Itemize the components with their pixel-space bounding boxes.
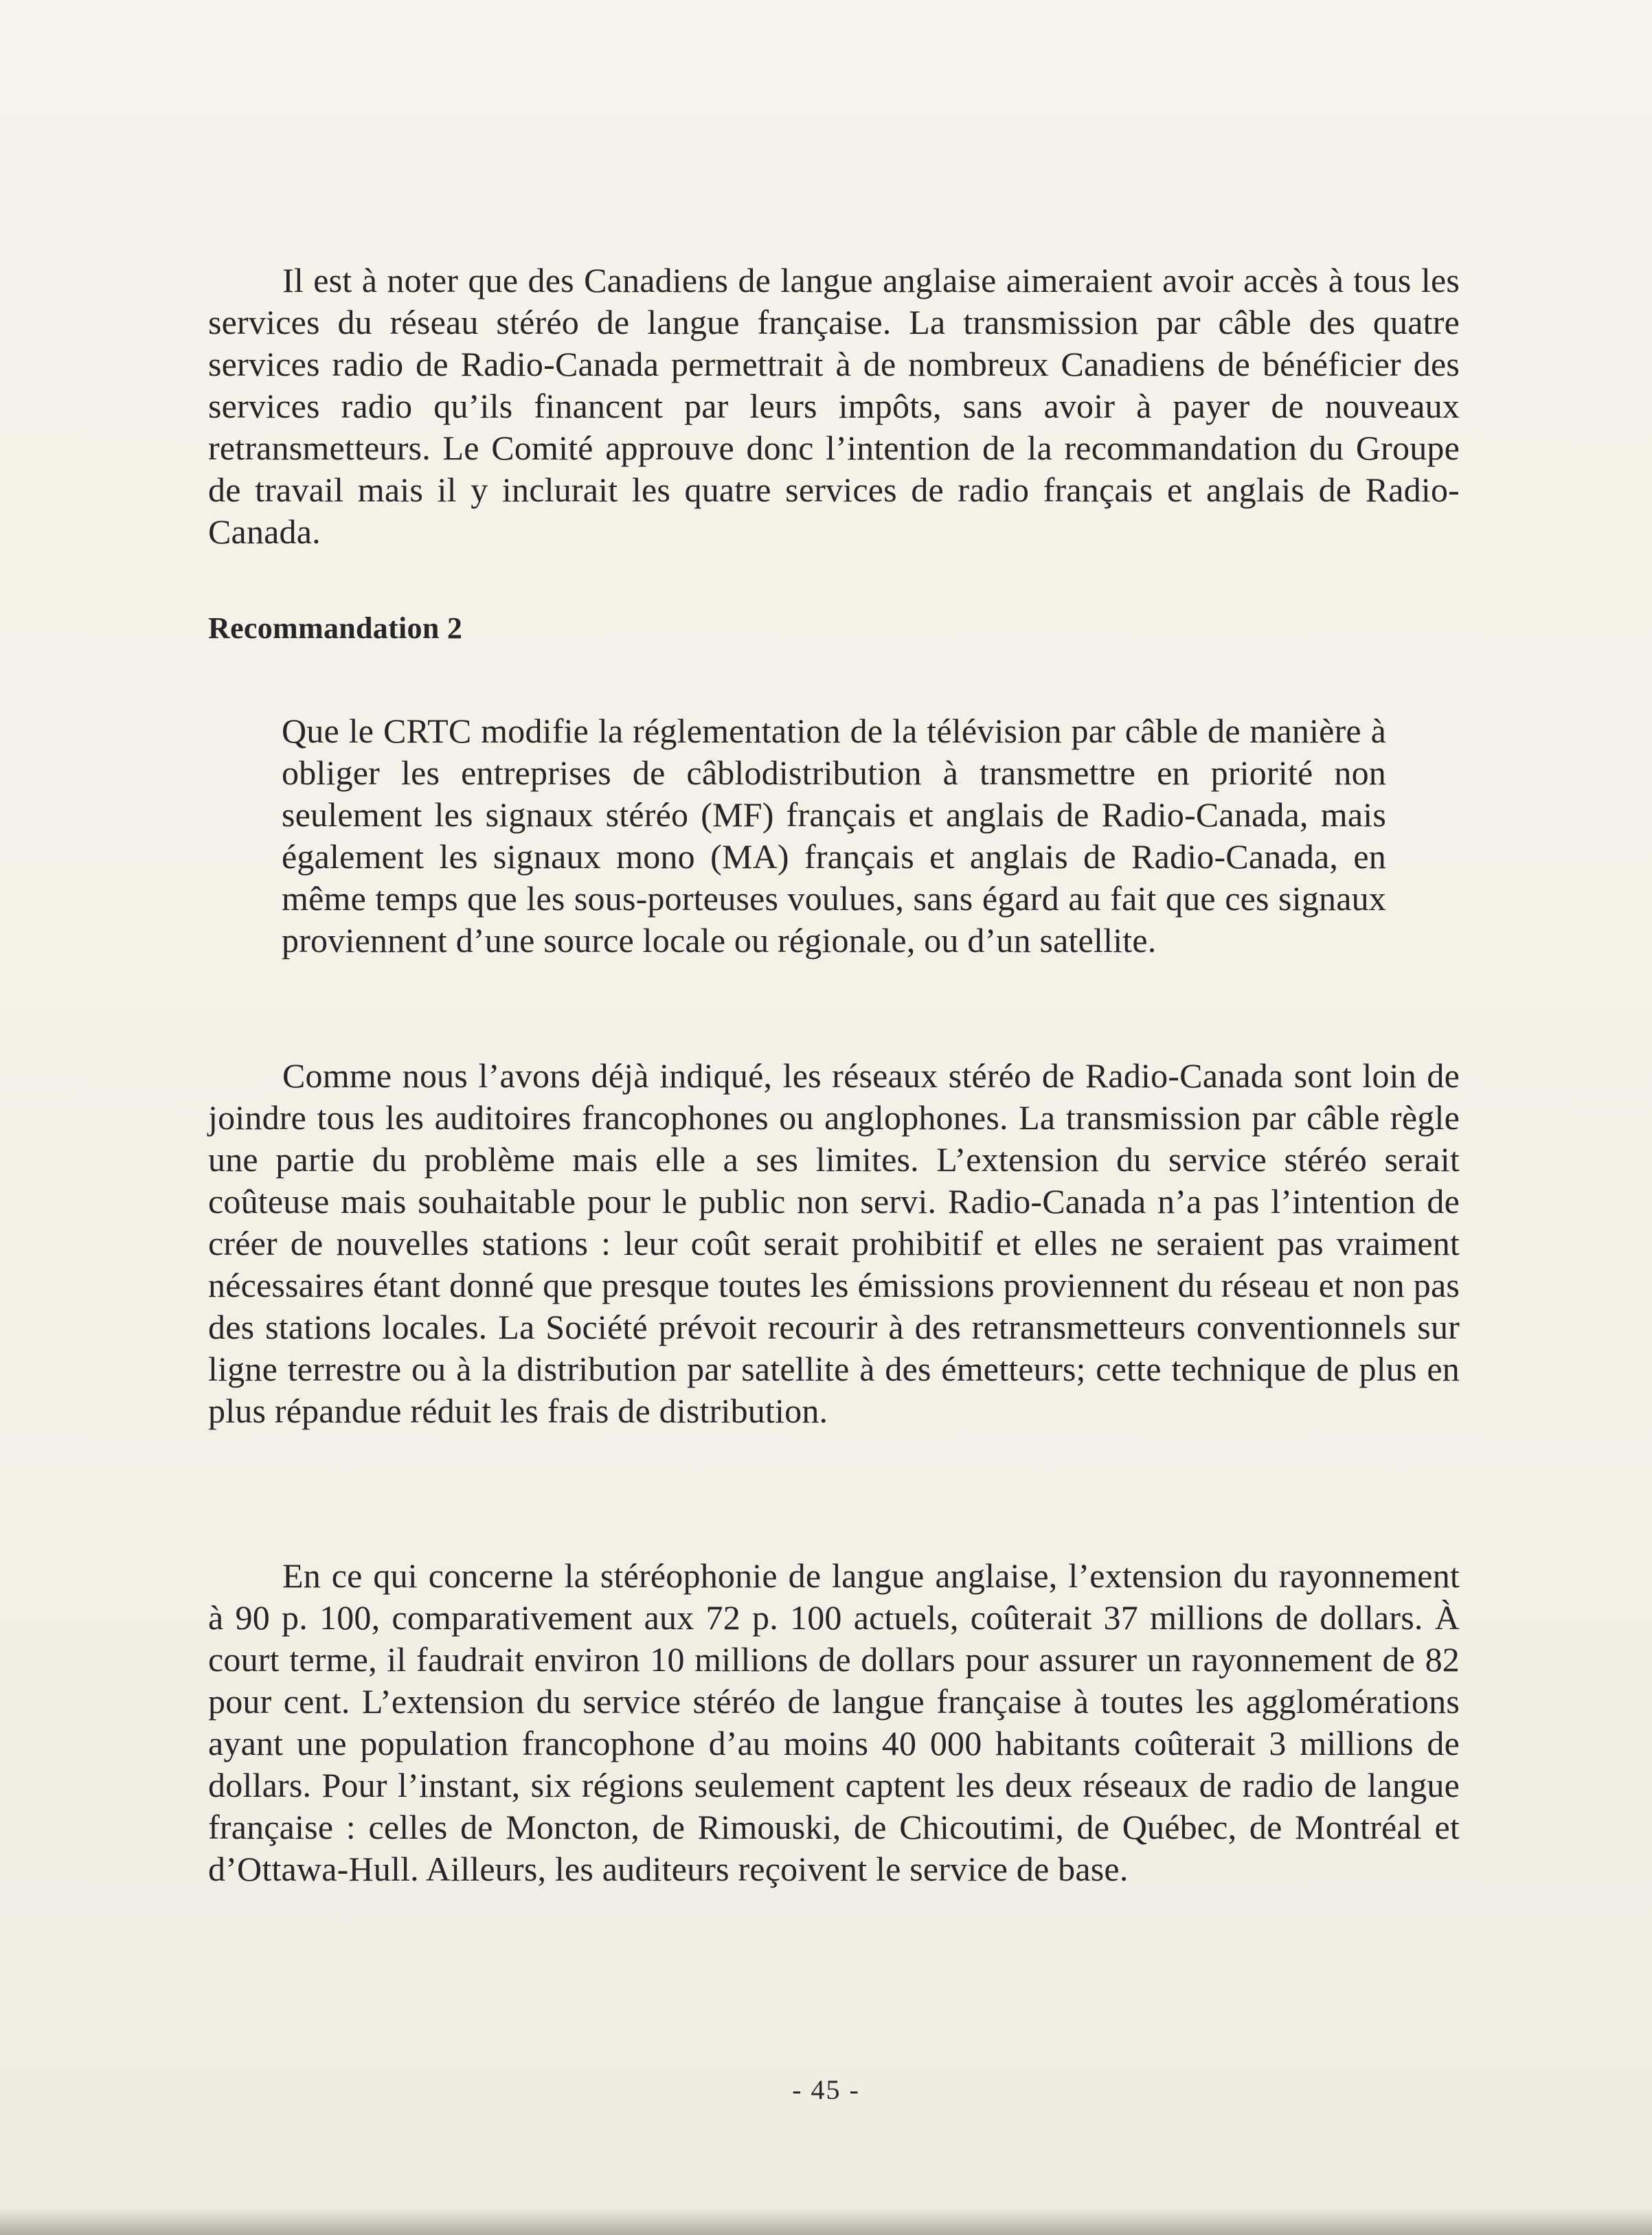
paragraph-text: Il est à noter que des Canadiens de langue anglaise aimeraient avoir accès à tous les services du réseau stéréo de langue française. La transmission par câble des quatre services radio de Radio-Canada permettrait à de nombreux Canadiens de bénéficier des services radio qu’ils financent par leurs impôts, sans avoir à payer de nouveaux retransmetteurs. Le Comité approuve donc l’intention de la recommandation du Groupe de travail mais il y inclurait les quatre services de radio français et anglais de Radio-Canada.	[208, 261, 1460, 551]
scan-edge-shadow	[0, 2208, 1652, 2235]
body-paragraph-3	[208, 1055, 1460, 1432]
section-heading: Recommandation 2	[208, 611, 463, 645]
paragraph-text: Comme nous l’avons déjà indiqué, les réseaux stéréo de Radio-Canada sont loin de joindre tous les auditoires francophones ou anglophones. La transmission par câble règle une partie du problème mais elle a ses limites. L’extension du service stéréo serait coûteuse mais souhaitable pour le public non servi. Radio-Canada n’a pas l’intention de créer de nouvelles stations : leur coût serait prohibitif et elles ne seraient pas vraiment nécessaires étant donné que presque toutes les émissions proviennent du réseau et non pas des stations locales. La Société prévoit recourir à des retransmetteurs conventionnels sur ligne terrestre ou à la distribution par satellite à des émetteurs; cette technique de plus en plus répandue réduit les frais de distribution.	[208, 1056, 1460, 1430]
recommendation-block	[282, 710, 1386, 962]
recommendation-text: Que le CRTC modifie la réglementation de la télévision par câble de manière à obliger les entreprises de câblodistribution à transmettre en priorité non seulement les signaux stéréo (MF) français et anglais de Radio-Canada, mais également les signaux mono (MA) français et anglais de Radio-Canada, en même temps que les sous-porteuses voulues, sans égard au fait que ces signaux proviennent d’une source locale ou régionale, ou d’un satellite.	[282, 712, 1386, 960]
body-paragraph-4	[208, 1555, 1460, 1890]
page-number: - 45 -	[792, 2074, 860, 2105]
paragraph-text: En ce qui concerne la stéréophonie de langue anglaise, l’extension du rayonnement à 90 p. 100, comparativement aux 72 p. 100 actuels, coûterait 37 millions de dollars. À court terme, il faudrait environ 10 millions de dollars pour assurer un rayonnement de 82 pour cent. L’extension du service stéréo de langue française à toutes les agglomérations ayant une population francophone d’au moins 40 000 habitants coûterait 3 millions de dollars. Pour l’instant, six régions seulement captent les deux réseaux de radio de langue française : celles de Moncton, de Rimouski, de Chicoutimi, de Québec, de Montréal et d’Ottawa-Hull. Ailleurs, les auditeurs reçoivent le service de base.	[208, 1556, 1460, 1888]
body-paragraph-1	[208, 260, 1460, 553]
